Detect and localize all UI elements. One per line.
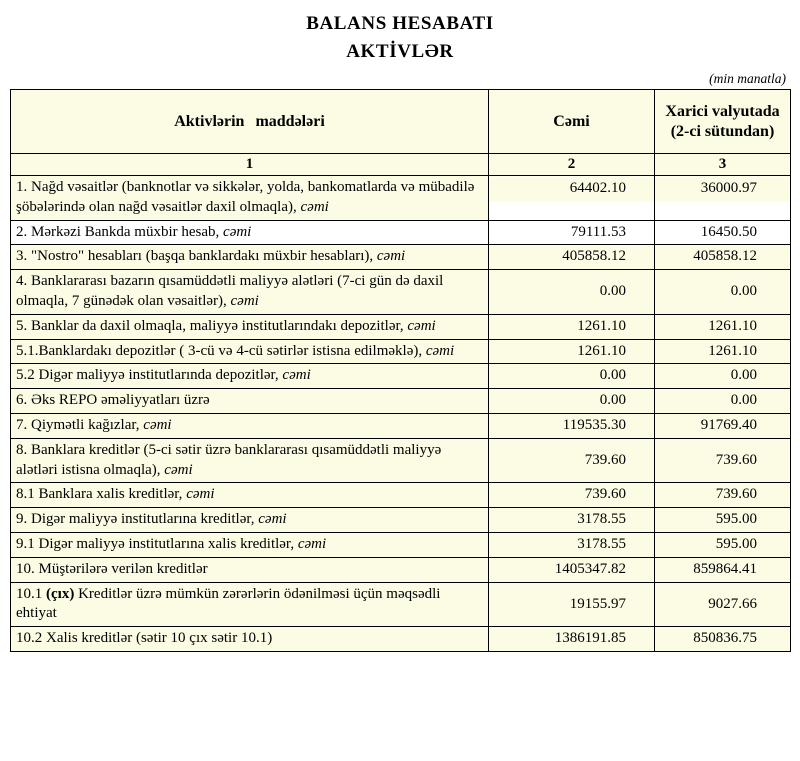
row-label [11,508,489,533]
label-segment: 8. Banklara kreditlər (5-ci sətir üzrə banklararası qısamüddətli maliyyə alətləri istisna olmaqla), [16,441,442,478]
row-total-value: 19155.97 [489,582,655,627]
table-row [11,220,791,245]
label-segment: 5. Banklar da daxil olmaqla, maliyyə institutlarındakı depozitlər, [16,317,408,334]
column-header-items: Aktivlərin maddələri [11,90,489,154]
column-header-foreign-currency: Xarici valyutada (2-ci sütundan) [655,90,791,154]
label-segment: cəmi [407,317,436,334]
title-line-2: AKTİVLƏR [346,40,454,62]
table-row [11,483,791,508]
column-number-3: 3 [655,154,791,176]
row-total-value: 739.60 [489,438,655,483]
label-segment: cəmi [230,293,259,310]
label-segment: (çıx) [46,585,75,602]
title-line-1: BALANS HESABATI [306,13,494,34]
page [0,10,800,652]
label-segment: 5.2 Digər maliyyə institutlarında depozitlər, [16,367,283,384]
table-row [11,627,791,652]
table-row [11,245,791,270]
balance-table [10,89,791,652]
label-segment: cəmi [186,486,215,503]
label-segment: cəmi [297,536,327,553]
row-total-value: 119535.30 [489,414,655,439]
column-number-row [11,154,791,176]
column-number-1: 1 [11,154,489,176]
row-label [11,364,489,389]
column-number-2: 2 [489,154,655,176]
row-foreign-currency-value: 859864.41 [655,557,791,582]
row-total-value: 1386191.85 [489,627,655,652]
row-label [11,176,489,221]
row-foreign-currency-value: 850836.75 [655,627,791,652]
table-head [11,90,791,176]
table-row [11,176,791,221]
row-total-value: 3178.55 [489,533,655,558]
label-segment: 5.1.Banklardakı depozitlər ( 3-cü və 4-cü sətirlər istisna edilməklə), [16,342,426,359]
row-label [11,389,489,414]
row-foreign-currency-value: 739.60 [655,483,791,508]
row-label [11,533,489,558]
label-segment: cəmi [425,342,455,359]
label-segment: 1. Nağd vəsaitlər (banknotlar və sikkələr, yolda, bankomatlarda və mübadilə şöbələrində olan nağd vəsaitlər daxil olmaqla), [16,179,475,215]
row-total-value: 79111.53 [489,220,655,245]
row-foreign-currency-value: 1261.10 [655,314,791,339]
row-label [11,582,489,627]
label-segment: cəmi [223,223,252,240]
row-foreign-currency-value: 0.00 [655,364,791,389]
row-label [11,270,489,315]
table-row [11,414,791,439]
table-row [11,364,791,389]
column-header-total: Cəmi [489,90,655,154]
document-title [0,10,800,65]
label-segment: cəmi [164,461,193,478]
label-segment: 7. Qiymətli kağızlar, [16,417,144,434]
table-row [11,438,791,483]
label-segment: 2. Mərkəzi Bankda müxbir hesab, [16,223,224,240]
row-foreign-currency-value: 16450.50 [655,220,791,245]
label-segment: 9.1 Digər maliyyə institutlarına xalis kreditlər, [16,536,298,553]
row-total-value: 1261.10 [489,314,655,339]
row-foreign-currency-value: 595.00 [655,533,791,558]
label-segment: cəmi [258,511,287,528]
label-segment: 10.1 [16,585,46,602]
row-label [11,438,489,483]
row-total-value: 0.00 [489,389,655,414]
header-row [11,90,791,154]
row-total-value: 1405347.82 [489,557,655,582]
label-segment: Kreditlər üzrə mümkün zərərlərin ödənilməsi üçün məqsədli ehtiyat [16,585,441,622]
label-segment: 8.1 Banklara xalis kreditlər, [16,486,187,503]
row-total-value: 739.60 [489,483,655,508]
row-foreign-currency-value: 1261.10 [655,339,791,364]
label-segment: 3. "Nostro" hesabları (başqa banklardakı müxbir hesabları), [16,248,377,265]
row-label [11,414,489,439]
row-total-value: 0.00 [489,270,655,315]
table-body [11,176,791,652]
row-foreign-currency-value: 36000.97 [655,176,791,221]
label-segment: 9. Digər maliyyə institutlarına kreditlər, [16,511,259,528]
table-row [11,533,791,558]
label-segment: 10. Müştərilərə verilən kreditlər [16,560,208,577]
table-row [11,389,791,414]
label-segment: cəmi [282,367,311,384]
row-foreign-currency-value: 739.60 [655,438,791,483]
table-row [11,508,791,533]
row-label [11,557,489,582]
row-label [11,627,489,652]
table-row [11,314,791,339]
row-label [11,220,489,245]
label-segment: 4. Banklararası bazarın qısamüddətli maliyyə alətləri (7-ci gün də daxil olmaqla, 7 günədək olan vəsaitlər), [16,273,444,310]
table-row [11,582,791,627]
row-foreign-currency-value: 9027.66 [655,582,791,627]
row-label [11,483,489,508]
table-row [11,339,791,364]
row-total-value: 3178.55 [489,508,655,533]
row-total-value: 405858.12 [489,245,655,270]
unit-note: (min manatla) [709,71,786,87]
row-total-value: 0.00 [489,364,655,389]
row-foreign-currency-value: 0.00 [655,270,791,315]
row-label [11,245,489,270]
row-label [11,314,489,339]
row-total-value: 64402.10 [489,176,655,221]
table-row [11,557,791,582]
label-segment: 6. Əks REPO əməliyyatları üzrə [16,392,210,409]
label-segment: cəmi [300,198,329,215]
label-segment: cəmi [376,248,406,265]
row-foreign-currency-value: 595.00 [655,508,791,533]
row-foreign-currency-value: 91769.40 [655,414,791,439]
row-foreign-currency-value: 405858.12 [655,245,791,270]
row-total-value: 1261.10 [489,339,655,364]
table-row [11,270,791,315]
label-segment: 10.2 Xalis kreditlər (sətir 10 çıx sətir 10.1) [16,630,273,647]
row-foreign-currency-value: 0.00 [655,389,791,414]
label-segment: cəmi [143,417,172,434]
row-label [11,339,489,364]
